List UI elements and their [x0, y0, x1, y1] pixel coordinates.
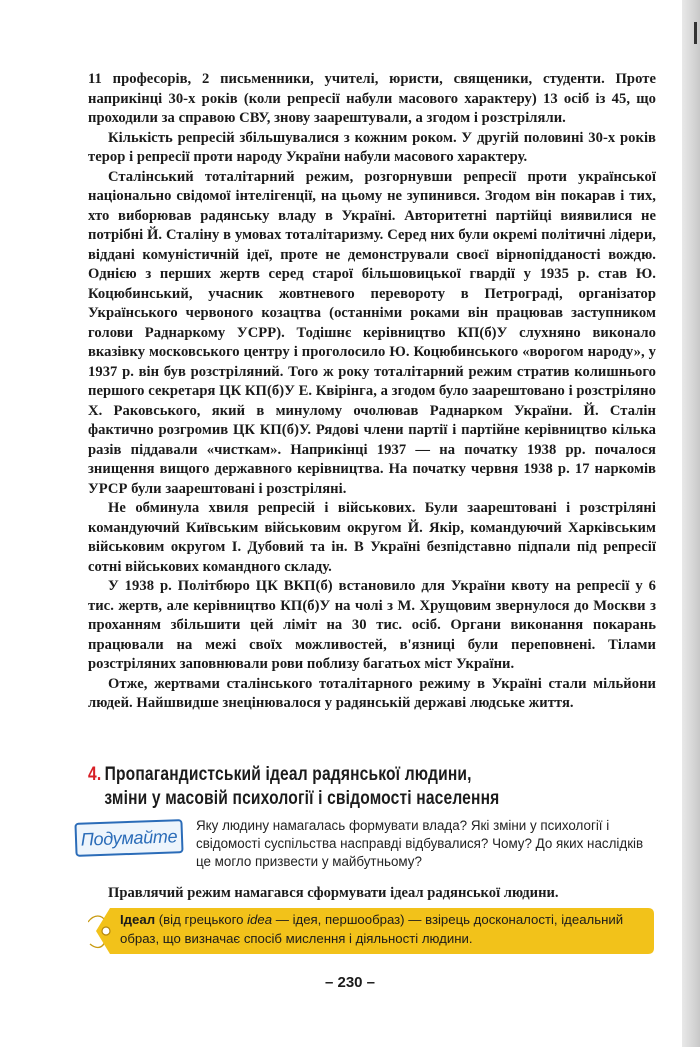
definition-term: Ідеал [120, 912, 156, 927]
think-question: Яку людину намагалась формувати влада? Які зміни у психології і свідомості суспільства насправді відбувалися? Чому? До яких наслідків це могло призвести у майбутньому? [196, 818, 644, 869]
definition-text-part1: (від грецького [155, 912, 248, 927]
think-badge: Подумайте [74, 819, 183, 857]
page-edge-mark [694, 22, 697, 44]
definition-italic-word: idea [247, 912, 273, 927]
definition-text-part2: — ідея, першообраз) — взірець досконалості, ідеальний образ, що визначає спосіб мислення і діяльності людини. [120, 912, 624, 946]
paragraph-6: Отже, жертвами сталінського тоталітарного режиму в Україні стали мільйони людей. Найшвидше знецінювалося у радянській державі людське життя. [88, 675, 656, 711]
section-heading [88, 763, 646, 811]
page-number: – 230 – [324, 974, 376, 991]
section-title-line2: зміни у масовій психології і свідомості населення [104, 788, 500, 809]
section-number: 4. [88, 764, 102, 785]
paragraph-5: У 1938 р. Політбюро ЦК ВКП(б) встановило для України квоту на репресії у 6 тис. жертв, але керівництво КП(б)У на чолі з М. Хрущовим звернулося до Москви з проханням збільшити цей ліміт на 30 тис. осіб. Органи виконання покарань працювали на межі своїх можливостей, в'язниці були переповнені. Тілами розстріляних заповнювали рови поблизу багатьох міст України. [88, 578, 656, 672]
paragraph-2: Кількість репресій збільшувалися з кожним роком. У другій половині 30-х років терор і репресії проти народу України набули масового характеру. [88, 129, 656, 165]
definition-text [120, 911, 650, 948]
paragraph-4: Не обминула хвиля репресій і військових. Були заарештовані і розстріляні командуючий Київським військовим округом Й. Якір, командуючий Харківським військовим округом І. Дубовий та ін. В Україні безпідставно підпали під репресії сотні військових командного складу. [88, 500, 656, 575]
paragraph-3: Сталінський тоталітарний режим, розгорнувши репресії проти української національно свідомої інтелігенції, на цьому не зупинився. Згодом він покарав і тих, хто виборював радянську владу в Україні. Авторитетні партійці виявилися не потрібні Й. Сталіну в умовах тоталітаризму. Серед них були окремі політичні лідери, віддані комуністичній ідеї, проте не демонстрували своєї вірнопідданості вождю. Однією з перших жертв серед старої більшовицької гвардії у 1935 р. став Ю. Коцюбинський, учасник жовтневого перевороту в Петрограді, організатор Українського червоного козацтва (останніми роками він працював заступником голови Раднаркому УСРР). Тодішнє керівництво КП(б)У слухняно виконало вказівку московського центру і проголосило Ю. Коцюбинського «ворогом народу», у 1937 р. він був розстріляний. Того ж року тоталітарний режим стратив колишнього першого секретаря ЦК КП(б)У Е. Квірінга, а згодом було заарештовано і розстріляно Х. Раковського, який в минулому очолював Раднарком України. Й. Сталін фактично розгромив ЦК КП(б)У. Рядові члени партії і партійне керівництво кілька разів піддавали «чисткам». Наприкінці 1937 — на початку 1938 рр. почалося знищення вищого державного керівництва. На початку червня 1938 р. 17 наркомів УРСР були заарештовані і розстріляні. [88, 168, 656, 497]
definition-tag [88, 904, 660, 958]
body-text [88, 70, 656, 714]
section-title-line1: Пропагандистський ідеал радянської людини, [104, 764, 472, 785]
paragraph-1: 11 професорів, 2 письменники, учителі, юристи, священики, студенти. Проте наприкінці 30-х років (коли репресії набули масового характеру) 13 осіб із 45, що проходили за справою СВУ, знову заарештували, а згодом і розстріляли. [88, 71, 656, 126]
page-edge [682, 0, 700, 1047]
closing-sentence: Правлячий режим намагався сформувати ідеал радянської людини. [108, 885, 559, 901]
